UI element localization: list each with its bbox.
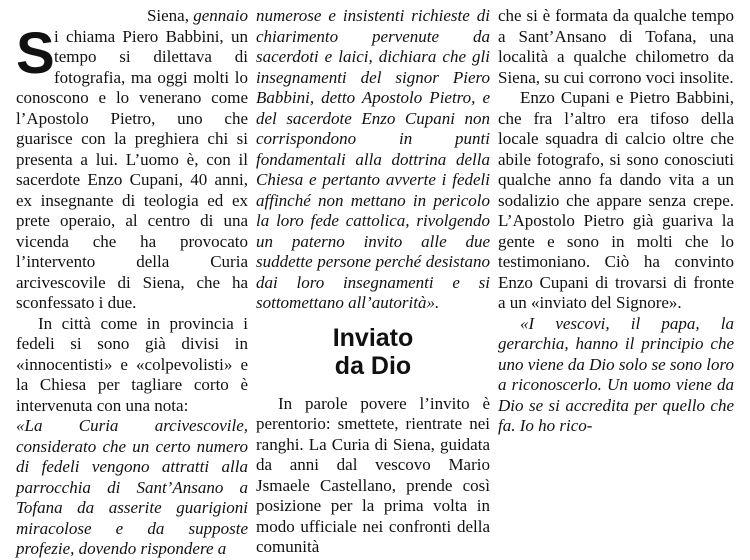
headline-line-2: da Dio xyxy=(334,351,412,380)
quote-bishops: «I vescovi, il papa, la gerarchia, hanno il principio che uno viene da Dio solo se sono loro a riconoscerlo. Un uomo viene da Dio se si accredita per quello che fa. Io ho rico- xyxy=(498,313,734,435)
drop-cap: S xyxy=(16,20,55,86)
headline-line-1: Inviato xyxy=(332,323,414,352)
dateline-month: gennaio xyxy=(193,6,248,25)
curia-quote-continued: numerose e insistenti richieste di chiarimento pervenute da sacerdoti e laici, dichiara che gli insegnamenti del signor Piero Babbini, detto Apostolo Pietro, e del sacerdote Enzo Cupani non corrispondono in punti fondamentali alla dottrina della Chiesa e pertanto avverte i fedeli affinché non mettano in pericolo la loro fede cattolica, rivolgendo un paterno invito alle due suddette persone perché desistano dai loro insegnamenti e si sottomettano all’autorità». xyxy=(256,6,490,312)
curia-quote-start: «La Curia arcivescovile, considerato che un certo numero di fedeli vengono attratti alla parrocchia di Sant’Ansano a Tofana da asserite guarigioni miracolose e da supposte profezie, dovendo rispondere a xyxy=(16,416,248,558)
column-1 xyxy=(16,6,248,560)
dateline-place: Siena, xyxy=(146,6,189,25)
paragraph-3: In parole povere l’invito è perentorio: smettete, rientrate nei ranghi. La Curia di Siena, guidata da anni dal vescovo Mario Jsmaele Castellano, prende così posizione per la prima volta in modo ufficiale nei confronti della comunità xyxy=(256,393,490,556)
paragraph-4: Enzo Cupani e Pietro Babbini, che fra l’altro era tifoso della locale squadra di calcio oltre che abile fotografo, si sono conosciuti qualche anno fa dando vita a un sodalizio che appare senza crepe. L’Apostolo Pietro già guariva la gente e sono in molti che lo testimoniano. Ciò ha convinto Enzo Cupani di trovarsi di fronte a un «inviato del Signore». xyxy=(498,88,734,312)
column-3 xyxy=(498,6,734,437)
paragraph-intro: i chiama Piero Babbini, un tempo si dilettava di fotografia, ma oggi molti lo conoscono e lo venerano come l’Apostolo Pietro, uno che guarisce con la preghiera chi si presenta a lui. L’uomo è, con il sacerdote Enzo Cupani, 40 anni, ex insegnante di teologia ed ex prete operaio, al centro di una vicenda che ha provocato l’intervento della Curia arcivescovile di Siena, che ha sconfessato i due. xyxy=(16,26,248,312)
section-headline xyxy=(256,324,490,380)
paragraph-3-continued: che si è formata da qualche tempo a Sant’Ansano di Tofana, una località a qualche chilometro da Siena, su cui corrono voci insolite. xyxy=(498,6,734,87)
paragraph-2: In città come in provincia i fedeli si sono già divisi in «innocentisti» e «colpevolisti» e la Chiesa per tagliare corto è intervenuta con una nota: xyxy=(16,313,248,415)
column-2 xyxy=(256,6,490,558)
